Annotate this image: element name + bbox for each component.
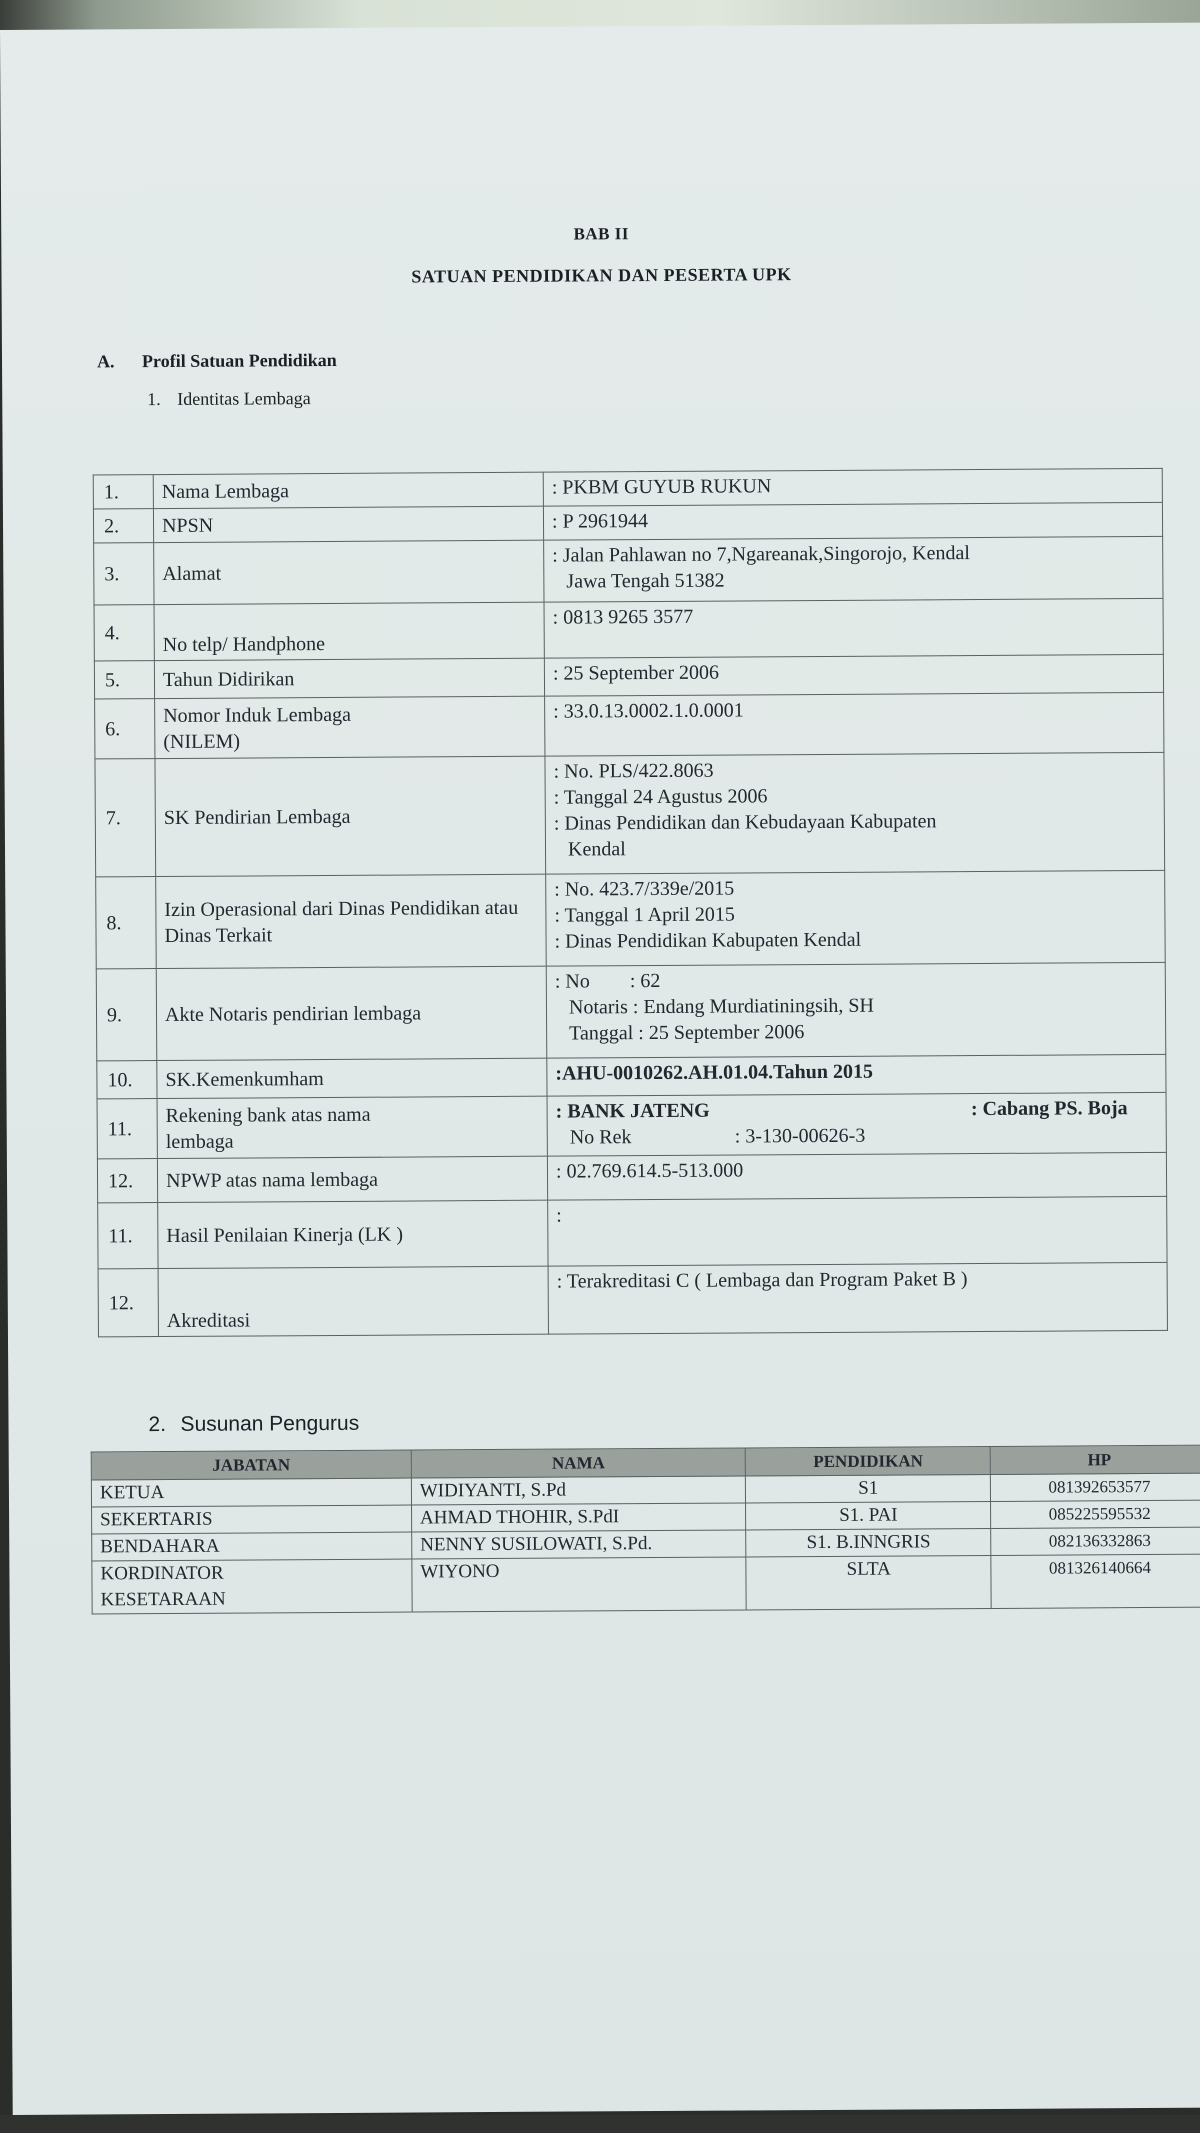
value-line: : P 2961944	[551, 510, 649, 533]
value-line: : Tanggal 1 April 2015	[554, 903, 735, 927]
row-label: SK.Kemenkumham	[157, 1058, 547, 1098]
row-number: 1.	[93, 475, 153, 509]
value-line: : No : 62	[554, 969, 661, 993]
cell-pendidikan: S1. PAI	[746, 1501, 991, 1529]
chapter-title: SATUAN PENDIDIKAN DAN PESERTA UPK	[411, 264, 792, 287]
row-label: Akte Notaris pendirian lembaga	[156, 966, 547, 1060]
value-line: :AHU-0010262.AH.01.04.Tahun 2015	[555, 1060, 874, 1085]
row-value	[544, 536, 1163, 602]
row-number: 11.	[97, 1099, 157, 1159]
identity-table	[93, 468, 1168, 1338]
row-number: 8.	[96, 877, 157, 969]
column-header-jabatan: JABATAN	[91, 1450, 411, 1480]
value-line: : PKBM GUYUB RUKUN	[551, 475, 772, 499]
value-line: : 0813 9265 3577	[552, 605, 694, 629]
table-row	[96, 870, 1166, 969]
cell-jabatan: BENDAHARA	[92, 1532, 412, 1561]
row-number: 9.	[96, 969, 157, 1061]
subsection-1-number: 1.	[147, 389, 161, 410]
section-a-label: A.	[96, 351, 115, 372]
row-value	[547, 1152, 1166, 1200]
table-row	[95, 692, 1164, 759]
row-label: Alamat	[154, 540, 544, 604]
column-header-nama: NAMA	[411, 1448, 746, 1478]
row-label: NPSN	[153, 506, 543, 542]
row-label: Nomor Induk Lembaga (NILEM)	[155, 696, 545, 758]
row-value	[547, 1092, 1166, 1156]
table-row	[97, 1054, 1166, 1099]
value-line: Jawa Tengah 51382	[566, 569, 725, 593]
section-a-heading	[97, 350, 337, 372]
table-row	[94, 654, 1163, 699]
value-line: : Terakreditasi C ( Lembaga dan Program Paket B )	[556, 1268, 968, 1293]
photo-background-bottom	[0, 2115, 1200, 2133]
row-label: SK Pendirian Lembaga	[155, 756, 546, 876]
subsection-1-heading	[147, 388, 311, 410]
row-number: 12.	[97, 1159, 157, 1203]
bank-line	[556, 1095, 1158, 1125]
subsection-2-title: Susunan Pengurus	[180, 1411, 360, 1436]
cell-pendidikan: SLTA	[746, 1555, 991, 1609]
cell-nama: NENNY SUSILOWATI, S.Pd.	[412, 1530, 747, 1559]
value-line: Kendal	[567, 838, 626, 861]
table-row	[97, 1092, 1166, 1159]
subsection-2-heading	[148, 1412, 359, 1437]
row-label: Tahun Didirikan	[154, 658, 544, 698]
value-line: : No. PLS/422.8063	[553, 759, 714, 783]
account-label: No Rek	[569, 1126, 632, 1149]
row-number: 4.	[94, 605, 154, 661]
value-line: : 33.0.13.0002.1.0.0001	[553, 699, 744, 723]
cell-pendidikan: S1. B.INNGRIS	[746, 1528, 991, 1556]
cell-nama: WIDIYANTI, S.Pd	[411, 1476, 746, 1505]
chapter-heading: BAB II	[573, 224, 630, 244]
row-label: Hasil Penilaian Kinerja (LK )	[158, 1200, 548, 1268]
value-line: : Dinas Pendidikan dan Kebudayaan Kabupaten	[553, 810, 937, 835]
cell-nama: WIYONO	[412, 1557, 747, 1612]
cell-hp: 085225595532	[991, 1500, 1200, 1528]
row-number: 10.	[97, 1061, 157, 1099]
value-line: Tanggal : 25 September 2006	[569, 1021, 805, 1045]
row-value	[543, 468, 1162, 506]
table-row	[94, 598, 1163, 661]
row-value	[547, 1054, 1166, 1096]
value-line: : Dinas Pendidikan Kabupaten Kendal	[554, 928, 862, 953]
cell-hp: 082136332863	[991, 1527, 1200, 1555]
cell-hp: 081326140664	[991, 1554, 1200, 1608]
cell-pendidikan: S1	[746, 1474, 991, 1502]
column-header-pendidikan: PENDIDIKAN	[746, 1446, 991, 1475]
board-table	[91, 1445, 1200, 1615]
row-number: 5.	[94, 661, 154, 699]
cell-hp: 081392653577	[991, 1473, 1200, 1501]
row-label: No telp/ Handphone	[154, 602, 544, 660]
table-row	[97, 1152, 1166, 1203]
account-number: : 3-130-00626-3	[734, 1124, 866, 1148]
row-label: NPWP atas nama lembaga	[157, 1156, 547, 1202]
value-line: : 25 September 2006	[552, 661, 720, 685]
row-label: Rekening bank atas nama lembaga	[157, 1096, 547, 1158]
subsection-2-number: 2.	[148, 1413, 167, 1437]
row-label: Akreditasi	[158, 1266, 548, 1336]
row-value	[548, 1262, 1167, 1334]
table-row	[98, 1196, 1167, 1269]
cell-nama: AHMAD THOHIR, S.PdI	[411, 1503, 746, 1532]
section-a-title: Profil Satuan Pendidikan	[141, 349, 337, 372]
row-number: 12.	[98, 1269, 158, 1337]
value-line: : 02.769.614.5-513.000	[555, 1159, 744, 1183]
document-page	[0, 23, 1200, 2115]
cell-jabatan: KETUA	[91, 1478, 411, 1507]
row-label: Izin Operasional dari Dinas Pendidikan atau Dinas Terkait	[156, 874, 547, 968]
value-line: : Tanggal 24 Agustus 2006	[553, 785, 768, 809]
row-number: 6.	[95, 699, 155, 759]
row-number: 2.	[93, 509, 153, 543]
column-header-hp: HP	[990, 1445, 1200, 1474]
cell-jabatan: SEKERTARIS	[92, 1505, 412, 1534]
row-label: Nama Lembaga	[153, 472, 543, 508]
table-row	[92, 1554, 1200, 1614]
row-value	[548, 1196, 1167, 1266]
row-number: 7.	[95, 759, 156, 877]
value-line: : Jalan Pahlawan no 7,Ngareanak,Singorojo, Kendal	[552, 542, 970, 567]
table-row	[94, 536, 1163, 605]
table-row	[95, 752, 1165, 877]
value-line: Notaris : Endang Murdiatiningsih, SH	[568, 994, 875, 1019]
row-value	[545, 752, 1165, 874]
row-value	[544, 598, 1163, 658]
row-value	[544, 654, 1163, 696]
table-row	[96, 962, 1166, 1061]
bank-name: : BANK JATENG	[555, 1099, 710, 1123]
row-value	[546, 870, 1166, 966]
row-value	[543, 502, 1162, 540]
value-line: :	[556, 1204, 562, 1227]
cell-jabatan: KORDINATOR KESETARAAN	[92, 1559, 412, 1614]
value-line: : No. 423.7/339e/2015	[554, 877, 735, 901]
row-number: 3.	[94, 543, 154, 605]
subsection-1-title: Identitas Lembaga	[177, 388, 311, 409]
bank-branch: : Cabang PS. Boja	[970, 1097, 1128, 1121]
row-value	[546, 962, 1166, 1058]
table-row	[98, 1262, 1167, 1337]
account-line	[556, 1121, 1158, 1151]
row-value	[545, 692, 1164, 756]
row-number: 11.	[98, 1203, 158, 1269]
